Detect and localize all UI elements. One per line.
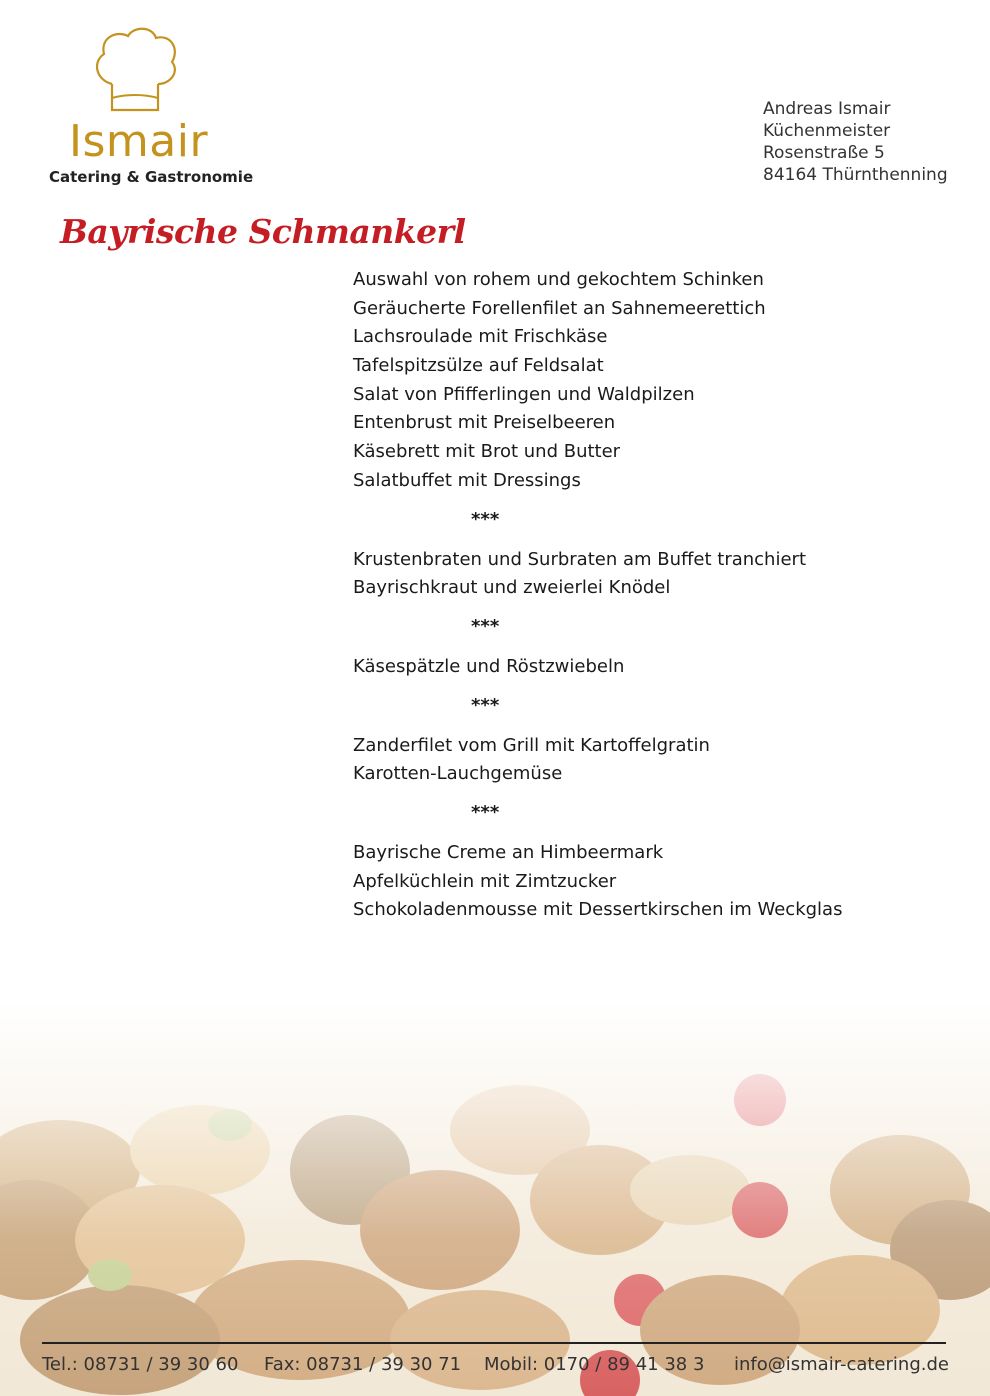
menu-item: Salat von Pfifferlingen und Waldpilzen xyxy=(353,383,695,405)
address-role: Küchenmeister xyxy=(763,121,891,141)
brand-subtitle: Catering & Gastronomie xyxy=(49,168,254,186)
menu-item: Geräucherte Forellenfilet an Sahnemeerettich xyxy=(353,297,766,319)
chef-hat-icon xyxy=(90,24,180,116)
address-city: 84164 Thürnthenning xyxy=(763,165,948,185)
menu-item: Käsebrett mit Brot und Butter xyxy=(353,441,621,463)
footer-email[interactable]: info@ismair-catering.de xyxy=(734,1354,949,1375)
menu-item: Bayrischkraut und zweierlei Knödel xyxy=(353,577,671,599)
menu-item: Krustenbraten und Surbraten am Buffet tranchiert xyxy=(353,548,806,570)
menu-item: Schokoladenmousse mit Dessertkirschen im Weckglas xyxy=(353,899,843,921)
menu-separator: *** xyxy=(471,694,500,716)
menu-item: Zanderfilet vom Grill mit Kartoffelgratin xyxy=(353,734,710,756)
menu-separator: *** xyxy=(471,801,500,823)
menu-separator: *** xyxy=(471,615,500,637)
menu-item: Tafelspitzsülze auf Feldsalat xyxy=(353,355,604,377)
footer-contact xyxy=(42,1354,949,1380)
footer-mobile: Mobil: 0170 / 89 41 38 3 xyxy=(484,1354,705,1375)
menu-item: Käsespätzle und Röstzwiebeln xyxy=(353,655,625,677)
address-block xyxy=(763,98,948,186)
menu-title: Bayrische Schmankerl xyxy=(60,212,466,251)
menu-item: Lachsroulade mit Frischkäse xyxy=(353,326,608,348)
menu-item: Auswahl von rohem und gekochtem Schinken xyxy=(353,269,764,290)
footer-divider xyxy=(42,1342,946,1344)
menu-item: Karotten-Lauchgemüse xyxy=(353,763,563,785)
menu-list xyxy=(353,266,913,925)
menu-separator: *** xyxy=(471,508,500,530)
food-photo xyxy=(0,1000,990,1396)
menu-item: Entenbrust mit Preiselbeeren xyxy=(353,412,616,434)
footer-fax: Fax: 08731 / 39 30 71 xyxy=(264,1354,462,1375)
address-street: Rosenstraße 5 xyxy=(763,143,885,163)
brand-logo xyxy=(48,22,254,192)
menu-item: Apfelküchlein mit Zimtzucker xyxy=(353,870,617,892)
footer-phone: Tel.: 08731 / 39 30 60 xyxy=(42,1354,239,1375)
brand-name: Ismair xyxy=(69,116,209,167)
address-name: Andreas Ismair xyxy=(763,99,891,119)
menu-item: Salatbuffet mit Dressings xyxy=(353,469,581,491)
menu-item: Bayrische Creme an Himbeermark xyxy=(353,841,664,863)
